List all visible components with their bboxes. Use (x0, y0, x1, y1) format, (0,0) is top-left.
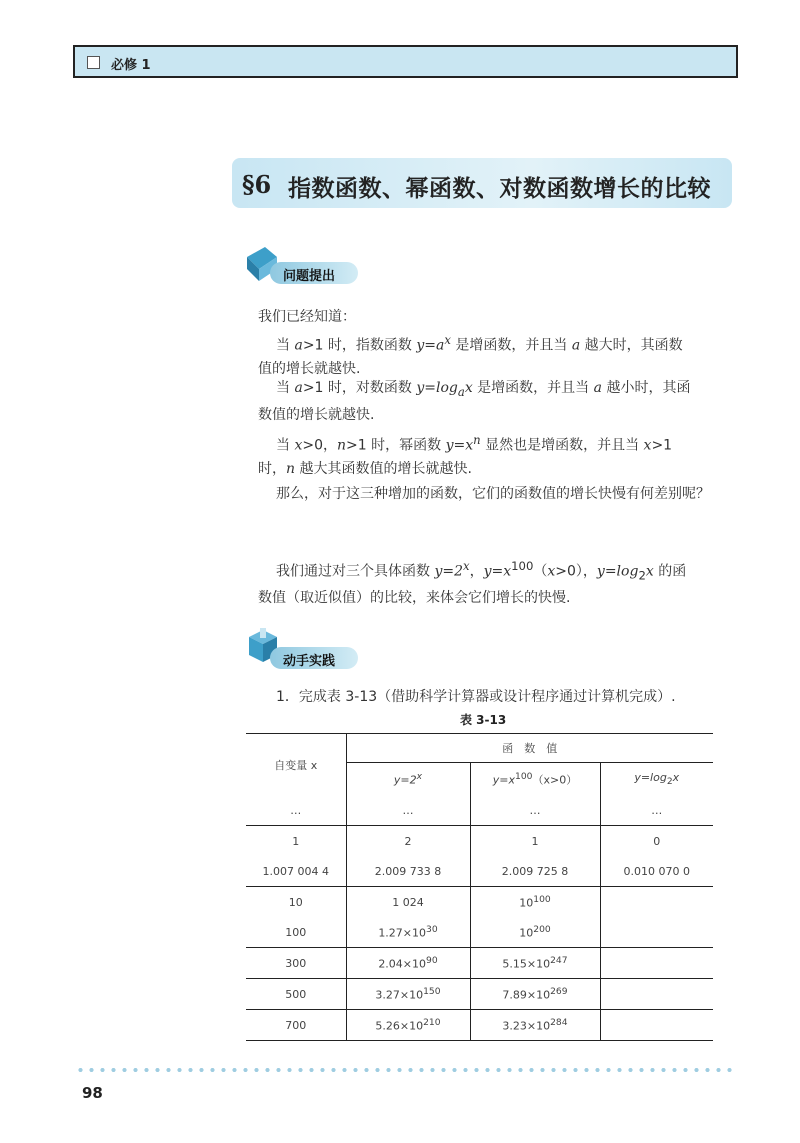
table-cell: $10^{100}$ (470, 887, 600, 918)
running-header (73, 45, 738, 78)
table-row (246, 856, 713, 887)
intro-p2: 当 a>1 时，指数函数 $y=a^x$ 是增函数，并且当 a 越大时，其函数 值的增长就越快. (258, 333, 683, 377)
table-cell: $10^{200}$ (470, 917, 600, 948)
header-function-values: 函 数 值 (346, 734, 713, 763)
table-cell: … (346, 795, 470, 826)
exercise-text: 1．完成表 3-13（借助科学计算器或设计程序通过计算机完成）. (276, 689, 676, 705)
table-cell: 2.009 733 8 (346, 856, 470, 887)
tag-problem-label: 问题提出 (283, 269, 336, 284)
intro-p1: 我们已经知道： (258, 309, 356, 325)
intro-p4: 当 x>0，n>1 时，幂函数 $y=x^n$ 显然也是增函数，并且当 x>1 时，n 越大其函数值的增长就越快. (258, 433, 673, 477)
table-row (246, 826, 713, 857)
intro-p5: 那么，对于这三种增加的函数，它们的函数值的增长快慢有何差别呢？ (276, 486, 710, 502)
header-square-icon (87, 56, 100, 69)
table-cell: $7.89\times 10^{269}$ (470, 979, 600, 1010)
table-cell: $5.26\times 10^{210}$ (346, 1010, 470, 1041)
table-cell: $5.15\times 10^{247}$ (470, 948, 600, 979)
table-row (246, 948, 713, 979)
table-cell: 300 (246, 948, 346, 979)
table-cell: 2.009 725 8 (470, 856, 600, 887)
table-cell (600, 1010, 713, 1041)
table-cell (600, 917, 713, 948)
table-cell (600, 948, 713, 979)
table-cell: 10 (246, 887, 346, 918)
header-label: 必修 1 (111, 58, 151, 73)
table-cell: 500 (246, 979, 346, 1010)
footer-dotted-rule (75, 1067, 735, 1073)
table-row (246, 1010, 713, 1041)
data-table (246, 733, 713, 1041)
tag-practice-label: 动手实践 (283, 654, 336, 669)
table-cell: 1 (246, 826, 346, 857)
table-cell: 0 (600, 826, 713, 857)
header-variable: 自变量 x (246, 734, 346, 796)
compare-paragraph: 我们通过对三个具体函数 $y=2^x$，$y=x^{100}(x>0)$，$y=\log_2x$ 的函 数值（取近似值）的比较，来体会它们增长的快慢. (258, 559, 687, 607)
table-cell: 100 (285, 925, 307, 939)
header-col-log: $y=\log_2x$ (600, 763, 713, 796)
table-cell: … (600, 795, 713, 826)
table-cell: $2.04\times 10^{90}$ (346, 948, 470, 979)
table-cell (600, 979, 713, 1010)
section-number: §6 (242, 170, 272, 199)
table-cell: … (290, 803, 302, 817)
page-number: 98 (82, 1084, 103, 1102)
table-cell (600, 887, 713, 918)
table-header-row (246, 734, 713, 763)
table-cell: $3.23\times 10^{284}$ (470, 1010, 600, 1041)
table-cell: 1 024 (346, 887, 470, 918)
header-col-exp: $y=2^x$ (346, 763, 470, 796)
table-row (246, 917, 713, 948)
table-cell: $3.27\times 10^{150}$ (346, 979, 470, 1010)
table-cell: 0.010 070 0 (600, 856, 713, 887)
section-title: 指数函数、幂函数、对数函数增长的比较 (288, 176, 711, 202)
table-row (246, 979, 713, 1010)
table-row (246, 795, 713, 826)
header-col-power: $y=x^{100}(x>0)$ (470, 763, 600, 796)
table-cell: 1 (470, 826, 600, 857)
table-row (246, 887, 713, 918)
table-cell: … (470, 795, 600, 826)
intro-p3: 当 a>1 时，对数函数 $y=\log_ax$ 是增函数，并且当 a 越小时，其函 数值的增长就越快. (258, 380, 691, 423)
table-cell: $1.27\times 10^{30}$ (346, 917, 470, 948)
table-caption: 表 3-13 (460, 713, 507, 727)
table-cell: 2 (346, 826, 470, 857)
table-cell: 1.007 004 4 (262, 864, 329, 878)
table-cell: 700 (246, 1010, 346, 1041)
